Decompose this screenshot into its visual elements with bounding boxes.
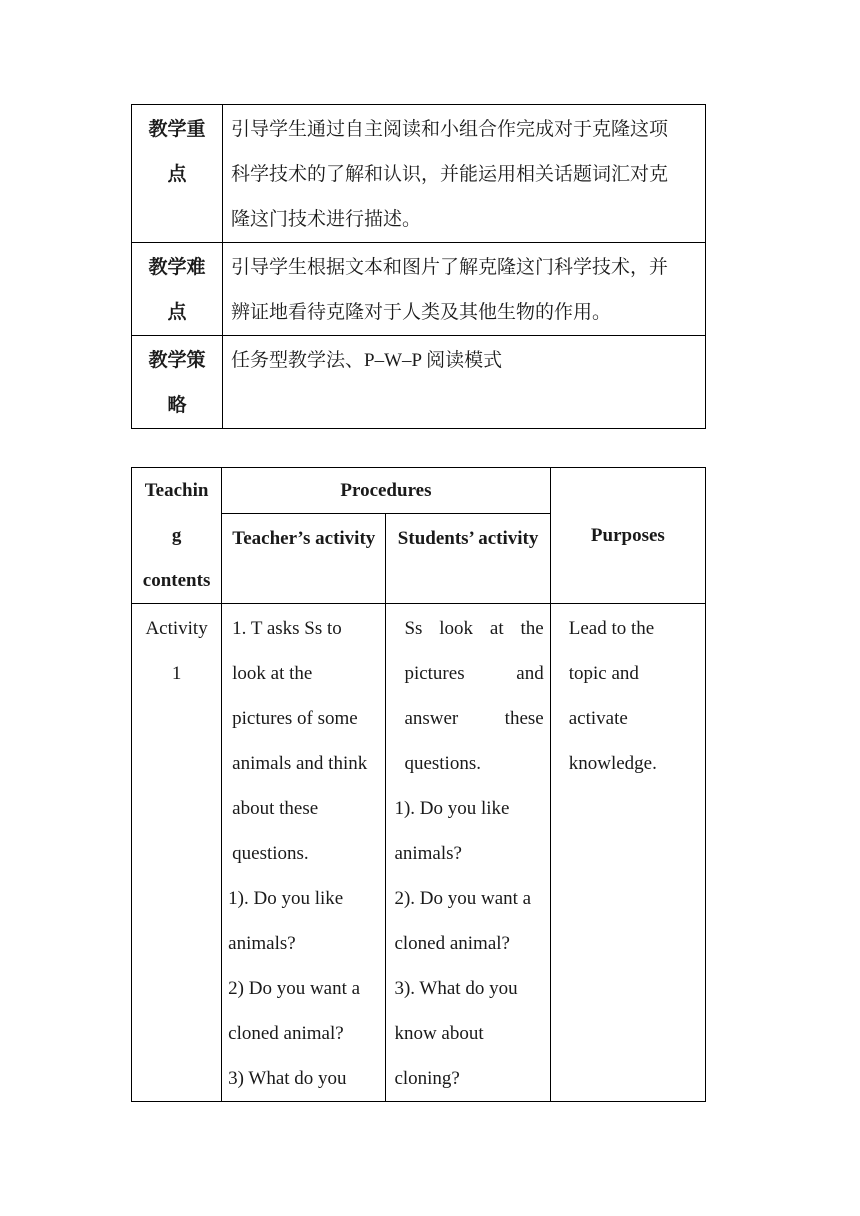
table-row (132, 105, 706, 243)
activity-label-line: Activity (145, 618, 208, 639)
teacher-activity-header: Teacher’s activity (222, 514, 386, 604)
content-line: 隆这门技术进行描述。 (231, 209, 422, 230)
word: Ss (404, 618, 423, 639)
row-content-difficult-points (223, 243, 706, 336)
purposes-header: Purposes (550, 468, 705, 604)
row-content-key-points (223, 105, 706, 243)
purposes-cell (550, 604, 705, 1102)
students-line: questions. (404, 753, 481, 774)
content-line: 辨证地看待克隆对于人类及其他生物的作用。 (231, 302, 612, 323)
teacher-line: pictures of some (232, 708, 358, 729)
row-header-key-points (132, 105, 223, 243)
content-line: 引导学生根据文本和图片了解克隆这门科学技术，并 (231, 257, 669, 278)
content-line: 任务型教学法、P–W–P 阅读模式 (231, 350, 503, 371)
teacher-line: 1. T asks Ss to (232, 618, 342, 639)
table-row (132, 604, 706, 1102)
header-line: g (171, 525, 182, 546)
students-line: cloned animal? (394, 933, 510, 954)
row-content-strategy (223, 336, 706, 429)
header-line: 教学难 (148, 257, 206, 278)
students-line: 2). Do you want a (394, 888, 532, 909)
teacher-line: animals and think (232, 753, 368, 774)
teacher-line: questions. (232, 843, 309, 864)
table-row (132, 336, 706, 429)
activity-label-line: 1 (171, 663, 182, 684)
word: these (504, 708, 544, 729)
header-line: Teachin (144, 480, 209, 501)
table-header-row (132, 468, 706, 514)
header-line: 点 (167, 164, 187, 185)
students-line: 1). Do you like (394, 798, 510, 819)
word: answer (404, 708, 459, 729)
word: at (489, 618, 504, 639)
teacher-line: 1). Do you like (228, 888, 344, 909)
header-line: 略 (167, 395, 187, 416)
students-line: 3). What do you (394, 978, 518, 999)
purpose-line: Lead to the (568, 618, 655, 639)
students-line (404, 651, 543, 696)
content-line: 引导学生通过自主阅读和小组合作完成对于克隆这项 (231, 119, 669, 140)
word: look (439, 618, 474, 639)
word: and (516, 663, 544, 684)
teacher-line: look at the (232, 663, 313, 684)
teacher-line: 3) What do you (228, 1068, 347, 1089)
activity-label-cell (132, 604, 222, 1102)
students-activity-header: Students’ activity (386, 514, 550, 604)
students-line: cloning? (394, 1068, 460, 1089)
header-line: 教学策 (148, 350, 206, 371)
word: the (520, 618, 544, 639)
teacher-line: animals? (228, 933, 296, 954)
teacher-activity-cell (222, 604, 386, 1102)
row-header-strategy (132, 336, 223, 429)
students-line (404, 696, 543, 741)
purpose-line: topic and (568, 663, 639, 684)
procedures-header: Procedures (222, 468, 551, 514)
header-line: 教学重 (148, 119, 206, 140)
teacher-line: about these (232, 798, 319, 819)
teacher-line: cloned animal? (228, 1023, 344, 1044)
teaching-contents-header (132, 468, 222, 604)
students-activity-cell (386, 604, 550, 1102)
procedures-table (131, 467, 706, 1102)
teaching-plan-table (131, 104, 706, 429)
row-header-difficult-points (132, 243, 223, 336)
students-line (404, 606, 543, 651)
word: pictures (404, 663, 465, 684)
content-line: 科学技术的了解和认识，并能运用相关话题词汇对克 (231, 164, 669, 185)
students-line: know about (394, 1023, 484, 1044)
teacher-line: 2) Do you want a (228, 978, 361, 999)
purpose-line: activate (568, 708, 628, 729)
table-row (132, 243, 706, 336)
purpose-line: knowledge. (568, 753, 657, 774)
header-line: 点 (167, 302, 187, 323)
students-line: animals? (394, 843, 462, 864)
header-line: contents (142, 570, 211, 591)
